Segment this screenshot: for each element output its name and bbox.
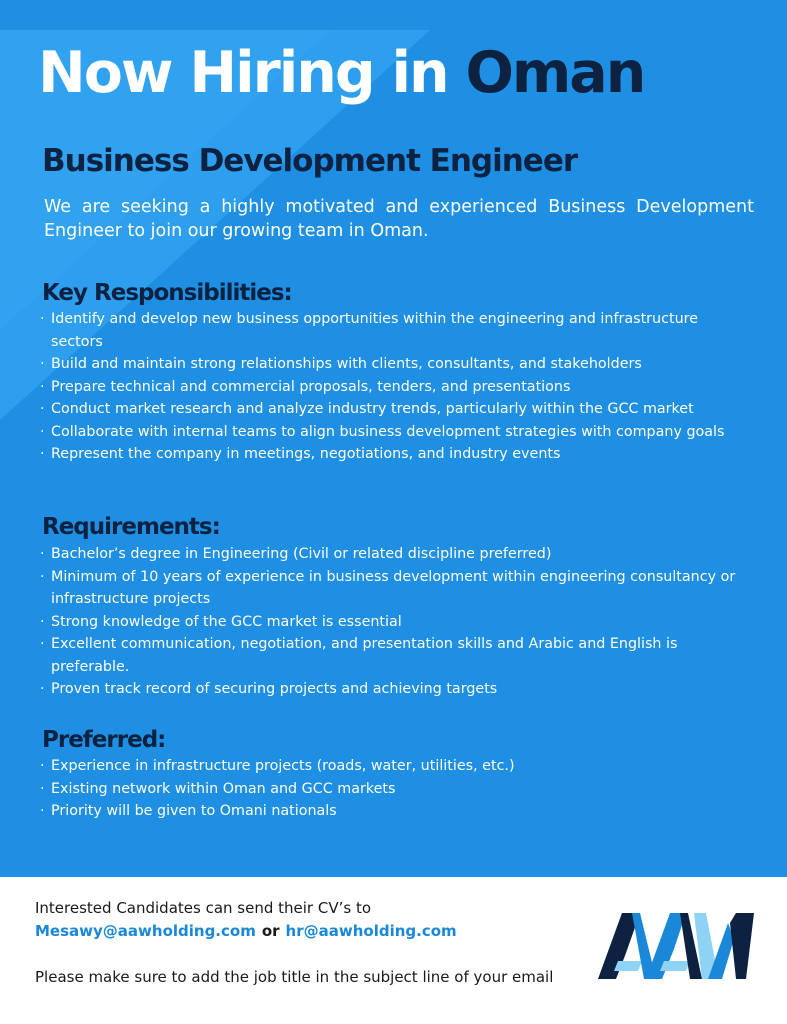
title-in: in [391, 40, 466, 106]
job-title: Business Development Engineer [42, 143, 578, 179]
list-item: · Collaborate with internal teams to align business development strategies with company goals [40, 421, 750, 444]
intro-paragraph: We are seeking a highly motivated and experienced Business Development Engineer to join our growing team in Oman. [44, 197, 754, 241]
email-link-mesawy[interactable]: Mesawy@aawholding.com [35, 922, 256, 940]
list-item: · Conduct market research and analyze industry trends, particularly within the GCC market [40, 398, 750, 421]
list-item: · Excellent communication, negotiation, and presentation skills and Arabic and English is preferable. [40, 633, 750, 678]
page-title [38, 38, 644, 108]
requirements-list [40, 543, 750, 701]
list-item: · Build and maintain strong relationships with clients, consultants, and stakeholders [40, 353, 750, 376]
list-item: · Experience in infrastructure projects (roads, water, utilities, etc.) [40, 755, 750, 778]
list-item: · Bachelor’s degree in Engineering (Civil or related discipline preferred) [40, 543, 750, 566]
responsibilities-heading: Key Responsibilities: [42, 280, 292, 306]
email-link-hr[interactable]: hr@aawholding.com [285, 922, 457, 940]
list-item: · Identify and develop new business opportunities within the engineering and infrastructure sectors [40, 308, 750, 353]
contact-footer [0, 877, 787, 1024]
or-label: or [261, 922, 280, 940]
list-item: · Minimum of 10 years of experience in business development within engineering consultancy or infrastructure projects [40, 566, 750, 611]
list-item: · Prepare technical and commercial proposals, tenders, and presentations [40, 376, 750, 399]
contact-intro: Interested Candidates can send their CV’s to [35, 899, 372, 917]
contact-emails [35, 922, 457, 940]
preferred-heading: Preferred: [42, 727, 166, 753]
subject-line-note: Please make sure to add the job title in the subject line of your email [35, 968, 554, 986]
responsibilities-list [40, 308, 750, 466]
preferred-list [40, 755, 750, 823]
list-item: · Strong knowledge of the GCC market is essential [40, 611, 750, 634]
list-item: · Proven track record of securing projects and achieving targets [40, 678, 750, 701]
requirements-heading: Requirements: [42, 514, 220, 540]
list-item: · Existing network within Oman and GCC markets [40, 778, 750, 801]
list-item: · Represent the company in meetings, negotiations, and industry events [40, 443, 750, 466]
list-item: · Priority will be given to Omani nationals [40, 800, 750, 823]
title-location: Oman [465, 40, 645, 106]
aaw-logo [596, 909, 756, 981]
title-now-hiring: Now Hiring [38, 40, 392, 106]
